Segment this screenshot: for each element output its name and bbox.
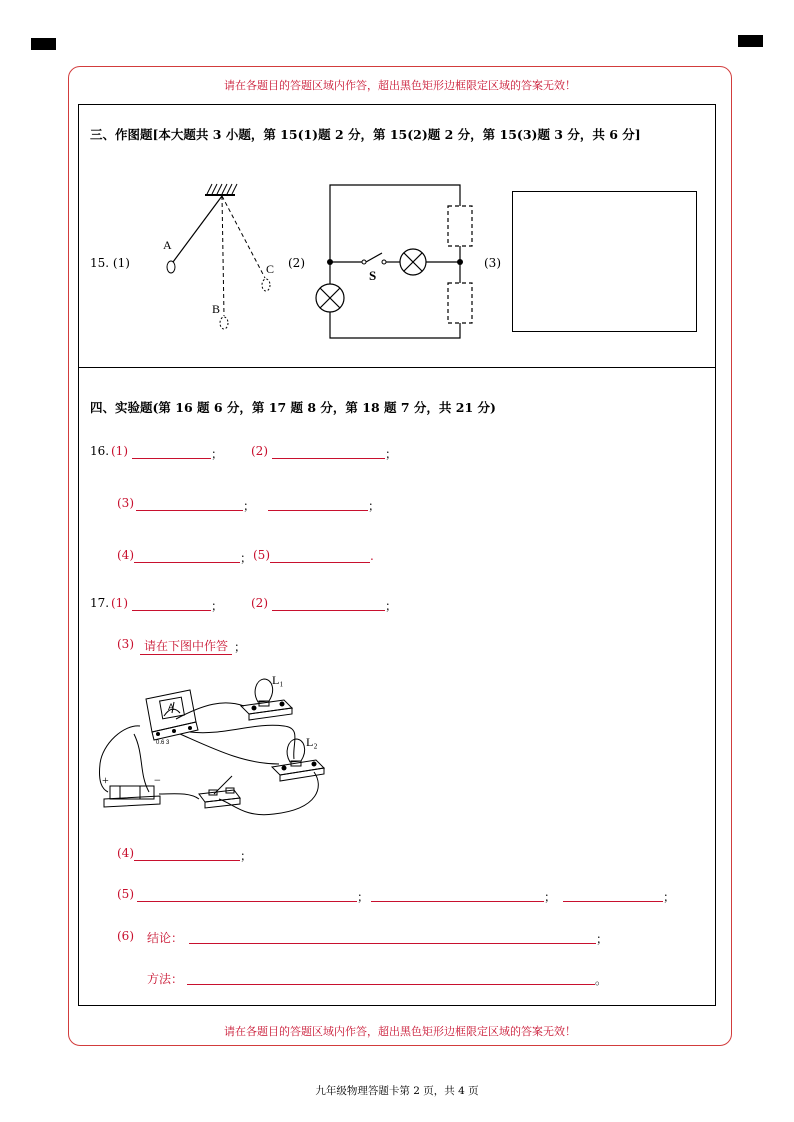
page-footer: 九年级物理答题卡第 2 页，共 4 页 bbox=[315, 1085, 479, 1097]
section3-title: 三、作图题[本大题共 3 小题，第 15(1)题 2 分，第 15(2)题 2 分，第 15(3)题 3 分，共 6 分] bbox=[90, 127, 641, 142]
q17-p5-sep-c: ； bbox=[663, 890, 676, 904]
q17-p3-sep: ； bbox=[234, 640, 247, 654]
method-label: 方法： bbox=[147, 972, 184, 986]
circuit-diagram bbox=[310, 178, 475, 343]
conclusion-sep: ； bbox=[596, 932, 609, 946]
label-a: A bbox=[163, 238, 172, 252]
q16-p2-sep: ； bbox=[385, 447, 398, 461]
q16-p4-sep: ； bbox=[240, 551, 253, 565]
corner-marker-right bbox=[738, 35, 763, 47]
q17-p5-label: (5) bbox=[117, 887, 134, 901]
method-period: 。 bbox=[595, 973, 608, 987]
q17-p1-label: (1) bbox=[111, 596, 128, 610]
q17-p5-blank-a[interactable] bbox=[137, 901, 357, 902]
q17-label: 17. bbox=[90, 596, 110, 610]
q16-label: 16. bbox=[90, 444, 110, 458]
warning-bottom: 请在各题目的答题区域内作答，超出黑色矩形边框限定区域的答案无效！ bbox=[224, 1025, 576, 1038]
warning-top: 请在各题目的答题区域内作答，超出黑色矩形边框限定区域的答案无效！ bbox=[224, 79, 576, 92]
method-blank[interactable] bbox=[187, 984, 595, 985]
q16-p3-sep-a: ； bbox=[243, 499, 256, 513]
q16-p1-label: (1) bbox=[111, 444, 128, 458]
conclusion-label: 结论： bbox=[147, 931, 184, 945]
q16-p5-period: . bbox=[370, 549, 374, 563]
q17-p5-blank-b[interactable] bbox=[371, 901, 544, 902]
q17-p6-label: (6) bbox=[117, 929, 134, 943]
switch-label: S bbox=[369, 268, 377, 283]
q16-p3-label: (3) bbox=[117, 496, 134, 510]
ammeter-scale: 0.6 3 bbox=[156, 740, 170, 746]
drawing-box[interactable] bbox=[512, 191, 697, 332]
q17-p4-label: (4) bbox=[117, 846, 134, 860]
q16-p2-label: (2) bbox=[251, 444, 268, 458]
q16-p1-sep: ； bbox=[211, 447, 224, 461]
q16-p5-blank[interactable] bbox=[270, 562, 370, 563]
conclusion-blank[interactable] bbox=[189, 943, 596, 944]
label-plus: + bbox=[102, 773, 109, 787]
q17-p5-blank-c[interactable] bbox=[563, 901, 663, 902]
corner-marker-left bbox=[31, 38, 56, 50]
q17-p4-blank[interactable] bbox=[134, 860, 240, 861]
q17-p4-sep: ； bbox=[240, 849, 253, 863]
q17-p2-blank[interactable] bbox=[272, 610, 385, 611]
q16-p3-blank-a[interactable] bbox=[136, 510, 243, 511]
q17-p1-blank[interactable] bbox=[132, 610, 211, 611]
experiment-circuit-figure bbox=[94, 664, 334, 822]
q17-p5-sep-b: ； bbox=[544, 890, 557, 904]
section4-title: 四、实验题(第 16 题 6 分，第 17 题 8 分，第 18 题 7 分，共 21 分) bbox=[90, 400, 496, 415]
label-b: B bbox=[212, 302, 221, 316]
part2-label: (2) bbox=[288, 256, 305, 270]
q16-p1-blank[interactable] bbox=[132, 458, 211, 459]
label-l1: L₁ bbox=[272, 673, 284, 687]
q16-p4-blank[interactable] bbox=[134, 562, 240, 563]
q16-p3-blank-b[interactable] bbox=[268, 510, 368, 511]
q15-label: 15. (1) bbox=[90, 256, 130, 270]
part3-label: (3) bbox=[484, 256, 501, 270]
q17-p2-sep: ； bbox=[385, 599, 398, 613]
q16-p3-sep-b: ； bbox=[368, 499, 381, 513]
q17-p3-label: (3) bbox=[117, 637, 134, 651]
q16-p5-label: (5) bbox=[253, 548, 270, 562]
ammeter-symbol: A bbox=[168, 702, 175, 712]
pendulum-figure bbox=[150, 178, 285, 338]
label-minus: − bbox=[154, 773, 161, 787]
q17-p5-sep-a: ； bbox=[357, 890, 370, 904]
q16-p2-blank[interactable] bbox=[272, 458, 385, 459]
q17-p1-sep: ； bbox=[211, 599, 224, 613]
label-c: C bbox=[266, 262, 275, 276]
q16-p4-label: (4) bbox=[117, 548, 134, 562]
q17-p3-hint: 请在下图中作答 bbox=[140, 637, 232, 655]
q17-p2-label: (2) bbox=[251, 596, 268, 610]
label-l2: L₂ bbox=[306, 735, 318, 749]
